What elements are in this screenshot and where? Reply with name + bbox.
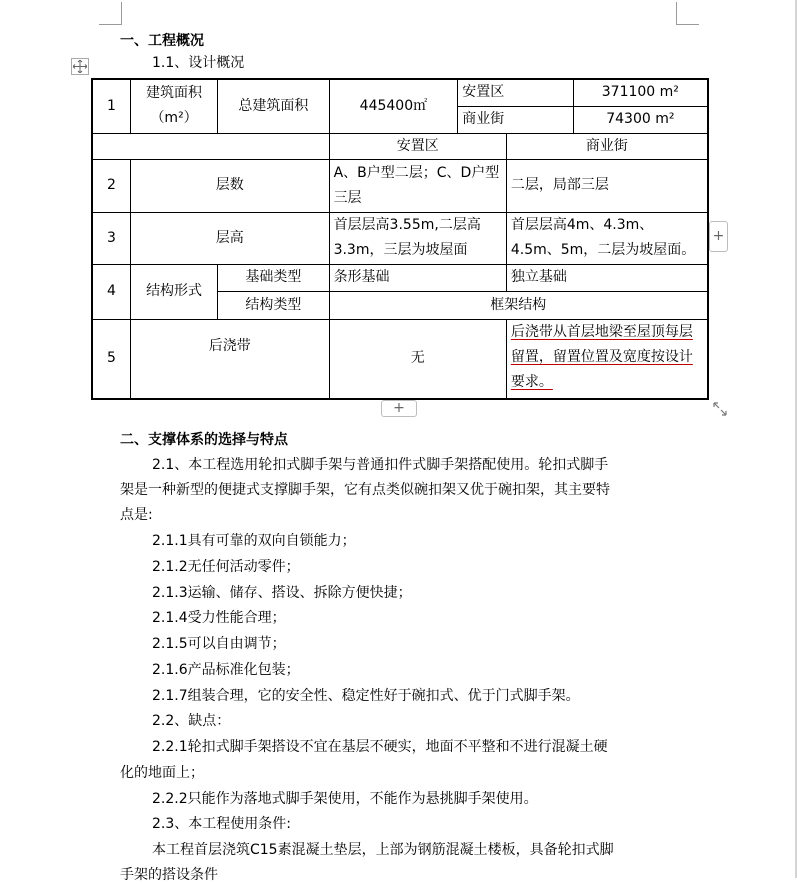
area-label: 建筑面积 <box>146 85 203 102</box>
row-number: 5 <box>92 319 131 399</box>
add-column-button[interactable] <box>709 221 728 252</box>
height-zone-2: 首层层高4m、4.3m、4.5m、5m，二层为坡屋面。 <box>506 212 708 264</box>
row-number: 3 <box>92 212 131 264</box>
floors-zone-1: A、B户型二层；C、D户型三层 <box>329 159 506 212</box>
zone-area-2: 74300 m² <box>573 106 708 133</box>
section-1-heading: 一、工程概况 <box>120 33 204 49</box>
zone-name-1: 安置区 <box>458 79 573 106</box>
feature-item-4: 2.1.4受力性能合理； <box>152 610 286 626</box>
paragraph-2-3: 2.3、本工程使用条件: <box>152 816 291 832</box>
add-row-button[interactable] <box>381 400 417 417</box>
post-pour-zone-2 <box>506 319 708 399</box>
total-area-label: 总建筑面积 <box>218 79 329 133</box>
usage-conditions-line2: 手架的搭设条件 <box>120 867 218 883</box>
row-number: 2 <box>92 159 131 212</box>
usage-conditions-line1: 本工程首层浇筑C15素混凝土垫层，上部为钢筋混凝土楼板，具备轮扣式脚 <box>152 842 614 858</box>
paragraph-2-1-line2: 架是一种新型的便捷式支撑脚手架，它有点类似碗扣架又优于碗扣架，其主要特 <box>120 482 610 498</box>
height-label: 层高 <box>131 212 330 264</box>
paragraph-2-1-line1: 2.1、本工程选用轮扣式脚手架与普通扣件式脚手架搭配使用。轮扣式脚手 <box>152 457 609 473</box>
feature-item-3: 2.1.3运输、储存、搭设、拆除方便快捷； <box>152 585 412 601</box>
foundation-zone-2: 独立基础 <box>506 264 708 291</box>
header-zone-2: 商业街 <box>506 133 708 159</box>
drawback-2: 2.2.2只能作为落地式脚手架使用，不能作为悬挑脚手架使用。 <box>152 791 538 807</box>
feature-item-6: 2.1.6产品标准化包装； <box>152 662 300 678</box>
section-2-heading: 二、支撑体系的选择与特点 <box>120 432 288 448</box>
area-unit: （m²） <box>150 110 198 127</box>
total-area-value: 445400㎡ <box>329 79 458 133</box>
project-overview-table <box>91 78 709 400</box>
row-number: 4 <box>92 264 131 319</box>
drawback-1-line1: 2.2.1轮扣式脚手架搭设不宜在基层不硬实，地面不平整和不进行混凝土硬 <box>152 739 608 755</box>
foundation-type-label: 基础类型 <box>218 264 329 291</box>
paragraph-2-2: 2.2、缺点： <box>152 713 231 729</box>
paragraph-2-1-line3: 点是: <box>120 507 153 523</box>
subsection-1-1: 1.1、设计概况 <box>152 55 245 71</box>
add-row-icon: + <box>393 400 405 416</box>
post-pour-note: 后浇带从首层地梁至屋顶每层留置，留置位置及宽度按设计要求。 <box>510 323 693 390</box>
structure-type-value: 框架结构 <box>329 291 708 319</box>
table-resize-handle[interactable] <box>710 400 730 418</box>
crop-mark-top-right <box>676 2 699 25</box>
crop-mark-top-left <box>99 2 122 25</box>
feature-item-1: 2.1.1具有可靠的双向自锁能力； <box>152 533 356 549</box>
header-blank-cell <box>92 133 329 159</box>
header-zone-1: 安置区 <box>329 133 506 159</box>
zone-area-1: 371100 m² <box>573 79 708 106</box>
post-pour-band-label: 后浇带 <box>131 319 330 399</box>
post-pour-zone-1: 无 <box>329 319 506 399</box>
row-number: 1 <box>92 79 131 133</box>
structure-label: 结构形式 <box>131 264 218 319</box>
move-icon <box>73 60 87 73</box>
area-label-cell <box>131 79 218 133</box>
resize-icon <box>710 400 730 418</box>
feature-item-2: 2.1.2无任何活动零件； <box>152 559 300 575</box>
add-column-icon: + <box>712 228 725 244</box>
structure-type-label: 结构类型 <box>218 291 329 319</box>
feature-item-5: 2.1.5可以自由调节； <box>152 636 286 652</box>
drawback-1-line2: 化的地面上； <box>120 765 204 781</box>
table-move-handle[interactable] <box>71 58 89 75</box>
feature-item-7: 2.1.7组装合理，它的安全性、稳定性好于碗扣式、优于门式脚手架。 <box>152 688 580 704</box>
foundation-zone-1: 条形基础 <box>329 264 506 291</box>
height-zone-1: 首层层高3.55m,二层高3.3m，三层为坡屋面 <box>329 212 506 264</box>
floors-zone-2: 二层，局部三层 <box>506 159 708 212</box>
floors-label: 层数 <box>131 159 330 212</box>
zone-name-2: 商业街 <box>458 106 573 133</box>
